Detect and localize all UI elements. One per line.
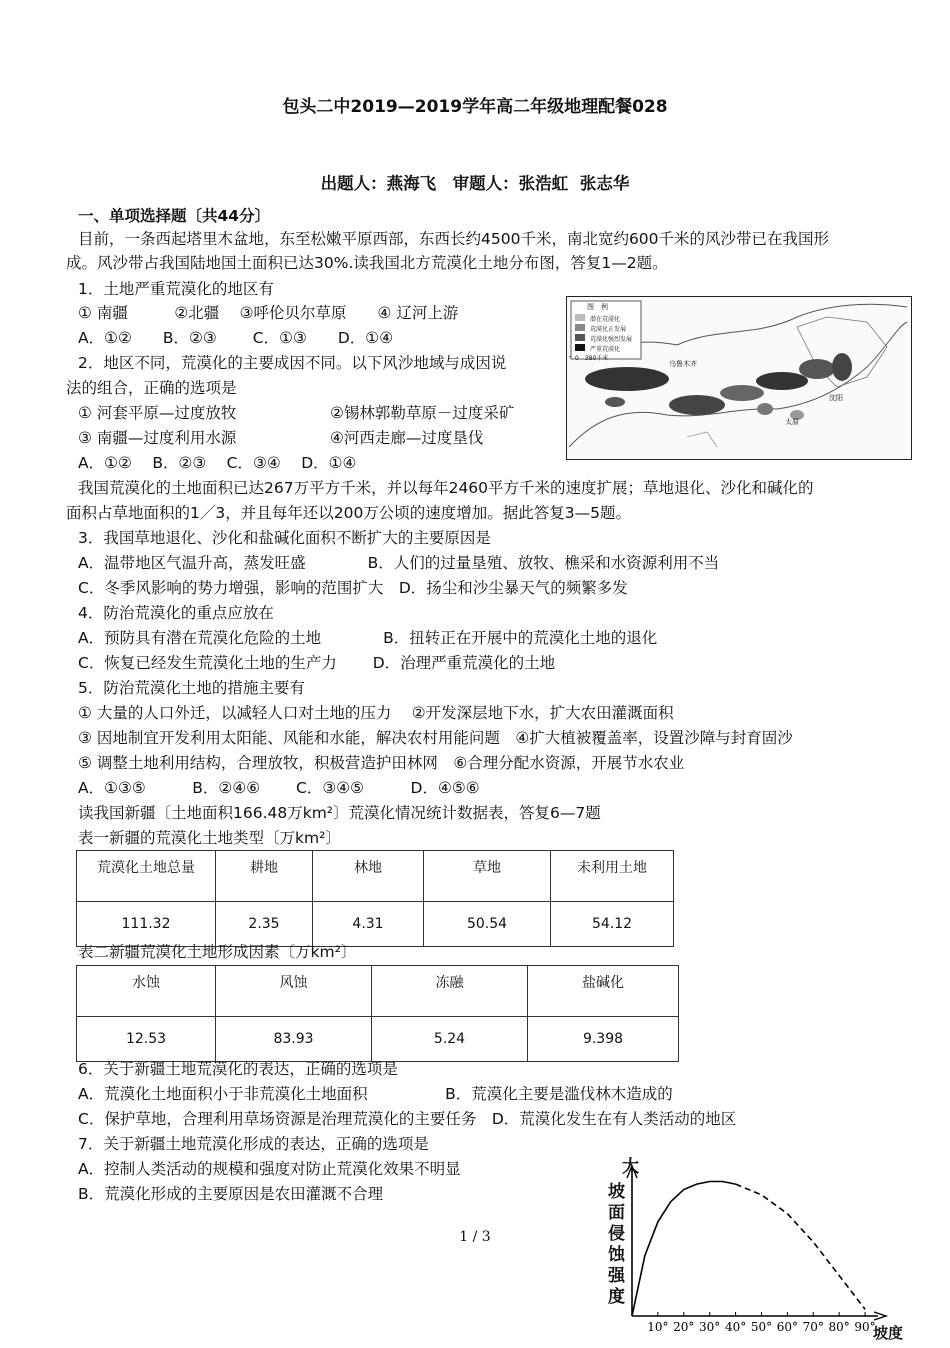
legend-item-3: 荒漠化强烈发展	[590, 336, 633, 343]
table-2-header: 冻融	[372, 966, 528, 1017]
question-4: 4．防治荒漠化的重点应放在	[78, 604, 274, 622]
question-2-choices: A．①② B．②③ C．③④ D．①④	[78, 454, 357, 472]
map-label-taiyuan: 太原	[785, 418, 799, 426]
x-axis-label: 坡度	[873, 1324, 904, 1342]
x-tick-label: 40°	[724, 1320, 747, 1334]
x-tick-label: 30°	[699, 1320, 721, 1334]
x-tick-label: 50°	[750, 1320, 773, 1334]
question-1: 1．土地严重荒漠化的地区有	[78, 280, 274, 298]
question-7: 7．关于新疆土地荒漠化形成的表达，正确的选项是	[78, 1135, 429, 1153]
table-1-header: 荒漠化土地总量	[77, 851, 216, 902]
intro-paragraph-4: 读我国新疆〔土地面积166.48万km²〕荒漠化情况统计数据表，答复6—7题	[78, 804, 601, 822]
legend-item-1: 潜在荒漠化	[590, 316, 621, 323]
curve-projected	[736, 1184, 866, 1309]
question-3: 3．我国草地退化、沙化和盐碱化面积不断扩大的主要原因是	[78, 529, 491, 547]
intro-paragraph-1b: 成。风沙带占我国陆地国土面积已达30%.读我国北方荒漠化土地分布图，答复1—2题。	[66, 254, 668, 272]
section-heading: 一、单项选择题〔共44分〕	[78, 207, 271, 225]
table-1-header: 耕地	[216, 851, 313, 902]
x-tick-label: 10°	[647, 1320, 669, 1334]
table-formation-factors	[76, 965, 679, 1062]
table-1-caption: 表一新疆的荒漠化土地类型〔万km²〕	[78, 829, 341, 847]
table-land-types	[76, 850, 674, 947]
question-6: 6．关于新疆土地荒漠化的表达，正确的选项是	[78, 1060, 398, 1078]
curve-measured	[632, 1182, 736, 1317]
question-2-option-3: ③ 南疆—过度利用水源	[78, 429, 237, 447]
desertification-map	[566, 296, 912, 460]
intro-paragraph-3b: 面积占草地面积的1／3，并且每年还以200万公顷的速度增加。据此答复3—5题。	[66, 504, 632, 522]
table-1-cell: 4.31	[313, 902, 424, 947]
table-1-header: 草地	[424, 851, 551, 902]
table-1-cell: 54.12	[551, 902, 674, 947]
x-tick-label: 20°	[673, 1320, 695, 1334]
y-axis-label: 坡面侵蚀强度	[608, 1182, 625, 1307]
x-tick-label: 60°	[776, 1320, 799, 1334]
table-2-cell: 5.24	[372, 1017, 528, 1062]
question-2a: 2．地区不同，荒漠化的主要成因不同。以下风沙地域与成因说	[78, 354, 507, 372]
legend-title: 图 例	[587, 303, 608, 311]
y-axis-top-label: 大	[622, 1157, 639, 1177]
x-tick-label: 90°	[854, 1320, 876, 1334]
question-1-options: ① 南疆 ②北疆 ③呼伦贝尔草原 ④ 辽河上游	[78, 304, 459, 322]
slope-erosion-chart	[580, 1148, 920, 1344]
question-4-choices-cd: C．恢复已经发生荒漠化土地的生产力 D．治理严重荒漠化的土地	[78, 654, 556, 672]
authors-line: 出题人：燕海飞 审题人：张浩虹 张志华	[320, 174, 630, 193]
map-scale: 0 380千米	[575, 355, 609, 362]
legend-item-4: 严重荒漠化	[590, 346, 621, 353]
table-2-caption: 表二新疆荒漠化土地形成因素〔万km²〕	[78, 943, 357, 961]
intro-paragraph-1a: 目前，一条西起塔里木盆地，东至松嫩平原西部，东西长约4500千米，南北宽约600千米的风沙带已在我国形	[78, 230, 830, 248]
map-label-urumqi: 乌鲁木齐	[669, 360, 697, 368]
question-5-line-2: ③ 因地制宜开发利用太阳能、风能和水能，解决农村用能问题 ④扩大植被覆盖率，设置沙障与封育固沙	[78, 729, 793, 747]
question-2b: 法的组合，正确的选项是	[66, 379, 237, 397]
x-tick-label: 80°	[828, 1320, 850, 1334]
question-4-choices-ab: A．预防具有潜在荒漠化危险的土地 B．扭转正在开展中的荒漠化土地的退化	[78, 629, 658, 647]
table-1-cell: 111.32	[77, 902, 216, 947]
question-3-choices-cd: C．冬季风影响的势力增强，影响的范围扩大 D．扬尘和沙尘暴天气的频繁多发	[78, 579, 628, 597]
question-3-choices-ab: A．温带地区气温升高，蒸发旺盛 B．人们的过量垦殖、放牧、樵采和水资源利用不当	[78, 554, 720, 572]
table-2-cell: 83.93	[216, 1017, 372, 1062]
question-5-choices: A．①③⑤ B．②④⑥ C．③④⑤ D．④⑤⑥	[78, 779, 480, 797]
table-2-cell: 9.398	[528, 1017, 679, 1062]
question-2-option-4: ④河西走廊—过度垦伐	[330, 429, 484, 447]
question-2-option-1: ① 河套平原—过度放牧	[78, 404, 237, 422]
page-number: 1 / 3	[459, 1229, 491, 1245]
table-2-header: 盐碱化	[528, 966, 679, 1017]
question-1-choices: A．①② B．②③ C．①③ D．①④	[78, 329, 394, 347]
legend-item-2: 荒漠化正发展	[590, 326, 627, 333]
table-1-cell: 2.35	[216, 902, 313, 947]
intro-paragraph-3a: 我国荒漠化的土地面积已达267万平方千米，并以每年2460平方千米的速度扩展；草地退化、沙化和碱化的	[78, 479, 814, 497]
question-5-line-3: ⑤ 调整土地利用结构，合理放牧，积极营造护田林网 ⑥合理分配水资源，开展节水农业	[78, 754, 685, 772]
table-1-cell: 50.54	[424, 902, 551, 947]
question-6-choices-cd: C．保护草地，合理利用草场资源是治理荒漠化的主要任务 D．荒漠化发生在有人类活动的地区	[78, 1110, 737, 1128]
x-tick-label: 70°	[802, 1320, 824, 1334]
question-5-line-1: ① 大量的人口外迁，以减轻人口对土地的压力 ②开发深层地下水，扩大农田灌溉面积	[78, 704, 674, 722]
table-2-header: 水蚀	[77, 966, 216, 1017]
question-7-choice-a: A．控制人类活动的规模和强度对防止荒漠化效果不明显	[78, 1160, 461, 1178]
chart-svg	[580, 1148, 920, 1344]
page-title: 包头二中2019—2019学年高二年级地理配餐028	[282, 97, 668, 117]
table-2-cell: 12.53	[77, 1017, 216, 1062]
table-1-header: 林地	[313, 851, 424, 902]
question-5: 5．防治荒漠化土地的措施主要有	[78, 679, 305, 697]
question-7-choice-b: B．荒漠化形成的主要原因是农田灌溉不合理	[78, 1185, 384, 1203]
map-label-shenyang: 沈阳	[829, 394, 843, 402]
table-1-header: 未利用土地	[551, 851, 674, 902]
table-2-header: 风蚀	[216, 966, 372, 1017]
question-2-option-2: ②锡林郭勒草原－过度采矿	[330, 404, 515, 422]
question-6-choices-ab: A．荒漠化土地面积小于非荒漠化土地面积 B．荒漠化主要是滥伐林木造成的	[78, 1085, 673, 1103]
